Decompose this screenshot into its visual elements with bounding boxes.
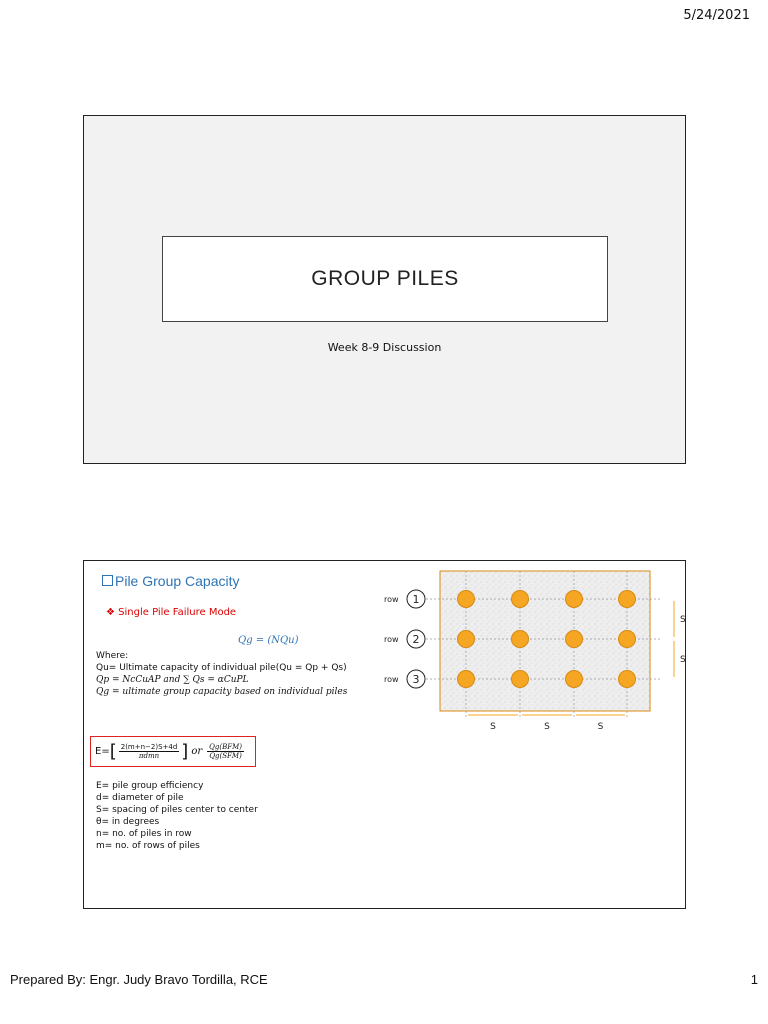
slide-subtitle: Week 8-9 Discussion [327,341,442,354]
efficiency-fraction [119,743,180,760]
slide-heading [102,573,240,589]
slide-title-text: GROUP PILES [311,267,459,290]
row-label: row [384,675,399,684]
pile [566,671,583,688]
slide-title [83,115,686,464]
pile [566,631,583,648]
pile [619,671,636,688]
definition-item: S= spacing of piles center to center [96,805,258,815]
spacing-label: S [597,722,604,732]
pile [458,671,475,688]
where-line: Qp = NcCuAP and ∑ Qs = αCuPL [96,675,249,685]
failure-mode-label: ❖ Single Pile Failure Mode [106,607,237,618]
pile [566,591,583,608]
print-date: 5/24/2021 [683,8,750,23]
bracket-right: ] [181,741,189,762]
pile-group-diagram [372,569,688,739]
definition-item: θ= in degrees [96,817,160,827]
where-line: Qu= Ultimate capacity of individual pile(Qu = Qp + Qs) [96,663,347,673]
row-label: row [384,595,399,604]
definition-item: E= pile group efficiency [96,781,204,791]
page-number: 1 [750,972,758,987]
checkbox-bullet-icon [102,575,113,586]
where-label: Where: [96,651,129,661]
row-number: 1 [412,593,420,606]
pile [512,671,529,688]
title-box [162,236,608,322]
slide-heading-text: Pile Group Capacity [115,573,240,589]
pile [512,591,529,608]
or-word: or [191,746,203,757]
where-block [96,650,347,698]
definition-item: m= no. of rows of piles [96,841,200,851]
alt-numerator: Qg(BFM) [209,743,242,751]
pile [458,591,475,608]
spacing-label: S [680,615,686,625]
pile [619,591,636,608]
efficiency-alt-fraction [207,743,244,760]
where-line: Qg = ultimate group capacity based on individual piles [96,687,348,697]
efficiency-denominator: πdmn [138,752,160,760]
efficiency-prefix: E= [95,746,110,757]
pile [512,631,529,648]
spacing-label: S [544,722,550,732]
pile [458,631,475,648]
row-number: 2 [412,633,420,646]
row-label: row [384,635,399,644]
group-capacity-equation: Qg = (NQu) [238,635,299,646]
definition-item: d= diameter of pile [96,793,184,803]
definitions-list [96,780,258,852]
spacing-label: S [490,722,496,732]
footer-prepared-by: Prepared By: Engr. Judy Bravo Tordilla, RCE [10,972,268,987]
definition-item: n= no. of piles in row [96,829,192,839]
efficiency-numerator: 2(m+n−2)S+4d [120,743,178,751]
row-number: 3 [412,673,420,686]
alt-denominator: Qg(SFM) [209,752,242,760]
pile [619,631,636,648]
efficiency-formula-box [90,736,256,767]
spacing-label: S [680,655,686,665]
bracket-left: [ [109,741,117,762]
